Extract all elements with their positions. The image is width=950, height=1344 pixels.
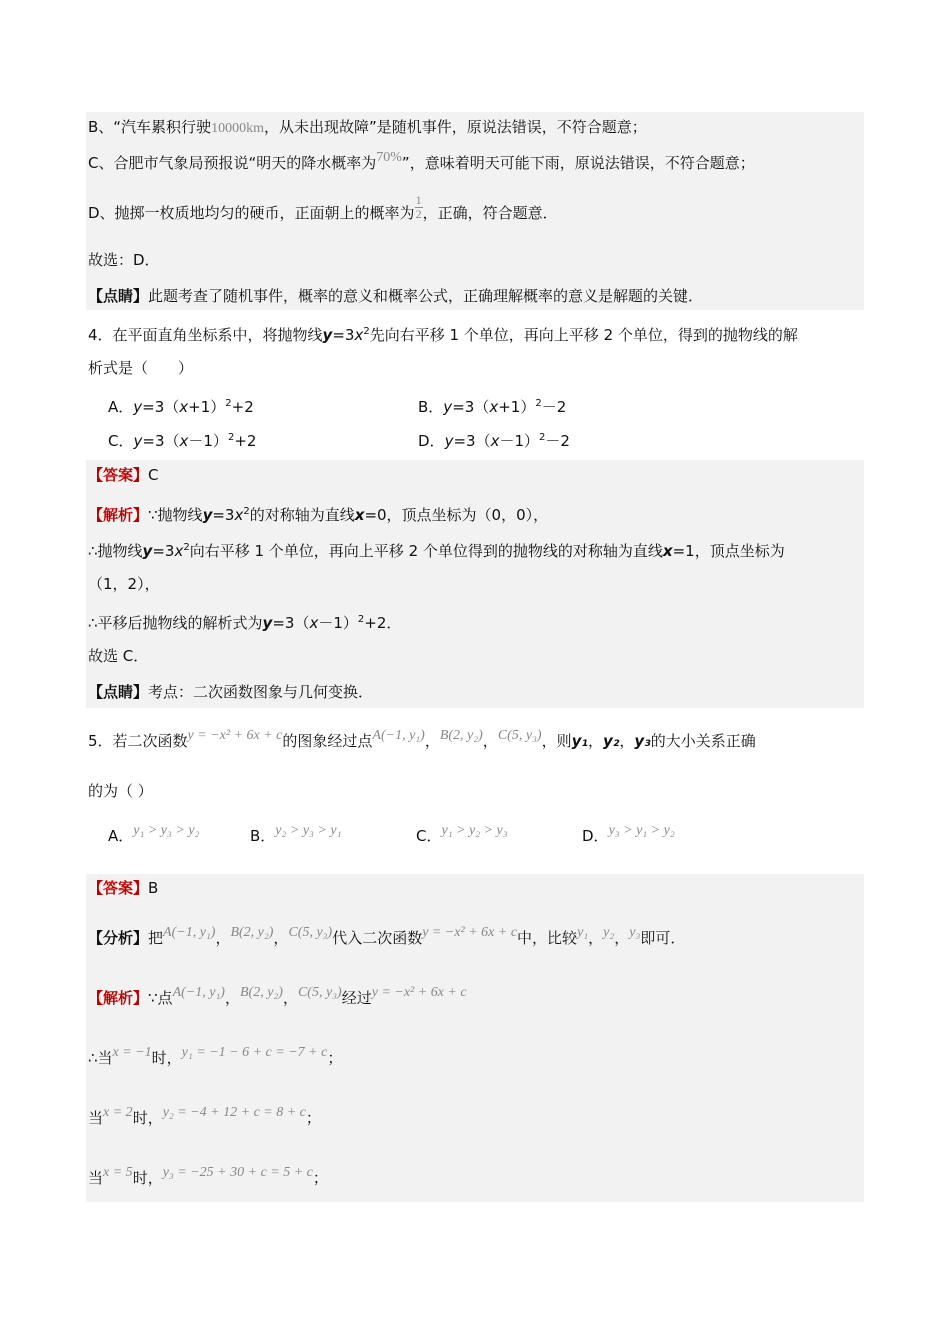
fraction-half: $\frac{1}{2}$ — [415, 193, 422, 221]
q5-analysis-fenxi: 【分析】把A(−1, y₁)，B(2, y₂)，C(5, y₃)代入二次函数y = −x² + 6x + c中，比较y₁，y₂，y₃即可． — [88, 925, 686, 947]
q5-option-d[interactable]: D．y₃ > y₁ > y₂ — [582, 823, 675, 845]
q5-stem-line1: 5．若二次函数y = −x² + 6x + c的图象经过点A(−1, y₁)，B(2, y₂)，C(5, y₃)，则y₁，y₂，y₃的大小关系正确 — [88, 728, 756, 750]
q4-option-c[interactable]: C．$y=3(x-1)^2+2$ — [108, 432, 257, 450]
q4-option-d[interactable]: D．$y=3(x-1)^2-2$ — [418, 432, 570, 450]
prev-choose: 故选：D． — [88, 251, 160, 269]
q5-option-b[interactable]: B．y₂ > y₃ > y₁ — [250, 823, 342, 845]
q4-stem-line2: 析式是（ ） — [88, 359, 194, 377]
solution-block-q4 — [86, 460, 864, 708]
q5-step3: 当x = 5时，y₃ = −25 + 30 + c = 5 + c； — [88, 1165, 328, 1187]
q5-analysis-jiexi: 【解析】∵点A(−1, y₁)，B(2, y₂)，C(5, y₃)经过y = −x² + 6x + c — [88, 985, 467, 1007]
q4-analysis-line2: ∴抛物线$y=3x^2$向右平移 1 个单位，再向上平移 2 个单位得到的抛物线的对称轴为直线x=1，顶点坐标为 — [88, 542, 785, 560]
math-distance: 10000km — [211, 121, 264, 136]
point-c: C(5, y₃) — [497, 728, 542, 743]
solution-block-q5 — [86, 874, 864, 1202]
point-b: B(2, y₂) — [439, 728, 483, 743]
q4-analysis-line1: 【解析】∵抛物线$y=3x^2$的对称轴为直线x=0，顶点坐标为（0，0）， — [88, 506, 549, 524]
point-a: A(−1, y₁) — [372, 728, 425, 743]
q5-option-a[interactable]: A．y₁ > y₃ > y₂ — [108, 823, 200, 845]
q5-stem-line2: 的为（ ） — [88, 782, 153, 800]
q4-option-a[interactable]: A．$y=3(x+1)^2+2$ — [108, 398, 254, 416]
math-function: y = −x² + 6x + c — [187, 728, 283, 743]
prev-comment: 【点睛】此题考查了随机事件，概率的意义和概率公式，正确理解概率的意义是解题的关键． — [88, 287, 704, 305]
prev-option-c: C、合肥市气象局预报说“明天的降水概率为70%”，意味着明天可能下雨，原说法错误，不符合题意； — [88, 150, 755, 172]
q4-analysis-line4: ∴平移后抛物线的解析式为$y=3(x-1)^2+2$． — [88, 614, 402, 632]
q4-answer: 【答案】C — [88, 466, 159, 484]
q5-step2: 当x = 2时，y₂ = −4 + 12 + c = 8 + c； — [88, 1105, 321, 1127]
q5-step1: ∴当x = −1时，y₁ = −1 − 6 + c = −7 + c； — [88, 1045, 343, 1067]
q4-analysis-line3: （1，2）， — [88, 575, 160, 593]
math-percent: 70% — [376, 150, 402, 165]
q4-stem-line1: 4．在平面直角坐标系中，将抛物线$y=3x^2$先向右平移 1 个单位，再向上平移 2 个单位，得到的抛物线的解 — [88, 326, 798, 344]
prev-option-d: D、抛掷一枚质地均匀的硬币，正面朝上的概率为 $\frac{1}{2}$ ，正确，符合题意． — [88, 193, 558, 222]
q5-answer: 【答案】B — [88, 879, 159, 897]
q4-comment: 【点睛】考点：二次函数图象与几何变换． — [88, 683, 374, 701]
q4-choose: 故选 C． — [88, 647, 149, 665]
q5-option-c[interactable]: C．y₁ > y₂ > y₃ — [416, 823, 508, 845]
prev-option-b: B、“汽车累积行驶10000km，从未出现故障”是随机事件，原说法错误，不符合题意； — [88, 118, 647, 136]
q4-option-b[interactable]: B．$y=3(x+1)^2-2$ — [418, 398, 567, 416]
